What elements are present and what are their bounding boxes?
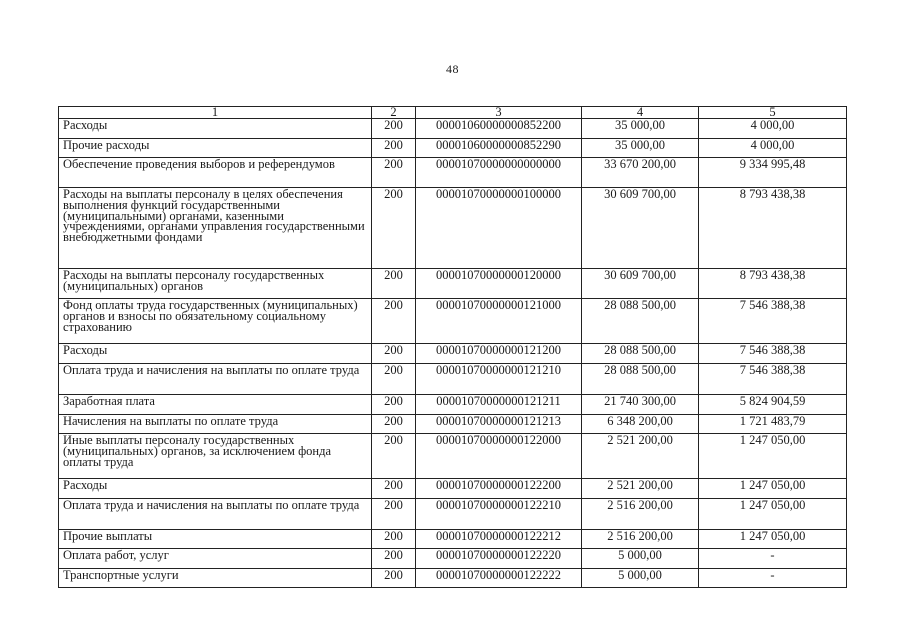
- table-header-row: [59, 107, 847, 119]
- row-name: Транспортные услуги: [59, 569, 372, 588]
- row-executed-amount: 7 546 388,38: [699, 364, 847, 395]
- row-approved-amount: 2 516 200,00: [582, 530, 699, 549]
- row-approved-amount: 35 000,00: [582, 119, 699, 139]
- row-executed-amount: 8 793 438,38: [699, 269, 847, 299]
- row-budget-code: 00001070000000122220: [416, 549, 582, 569]
- table-row: [59, 188, 847, 269]
- row-approved-amount: 2 521 200,00: [582, 434, 699, 479]
- row-executed-amount: 1 247 050,00: [699, 530, 847, 549]
- row-executed-amount: -: [699, 569, 847, 588]
- row-line-code: 200: [372, 299, 416, 344]
- row-budget-code: 00001070000000122000: [416, 434, 582, 479]
- row-name: Обеспечение проведения выборов и референдумов: [59, 158, 372, 188]
- table-row: [59, 395, 847, 415]
- row-name: Прочие расходы: [59, 139, 372, 158]
- row-name: Начисления на выплаты по оплате труда: [59, 415, 372, 434]
- table-row: [59, 569, 847, 588]
- table-row: [59, 415, 847, 434]
- row-budget-code: 00001070000000121210: [416, 364, 582, 395]
- row-line-code: 200: [372, 139, 416, 158]
- row-name: Расходы: [59, 119, 372, 139]
- row-executed-amount: 1 247 050,00: [699, 499, 847, 530]
- row-approved-amount: 33 670 200,00: [582, 158, 699, 188]
- row-line-code: 200: [372, 188, 416, 269]
- header-col-3: 3: [416, 107, 582, 119]
- header-col-4: 4: [582, 107, 699, 119]
- table-row: [59, 364, 847, 395]
- row-budget-code: 00001070000000122222: [416, 569, 582, 588]
- row-name: Оплата работ, услуг: [59, 549, 372, 569]
- row-name: Прочие выплаты: [59, 530, 372, 549]
- row-line-code: 200: [372, 434, 416, 479]
- row-budget-code: 00001070000000122210: [416, 499, 582, 530]
- row-approved-amount: 5 000,00: [582, 569, 699, 588]
- row-executed-amount: 1 721 483,79: [699, 415, 847, 434]
- row-executed-amount: 7 546 388,38: [699, 344, 847, 364]
- header-col-2: 2: [372, 107, 416, 119]
- row-approved-amount: 21 740 300,00: [582, 395, 699, 415]
- row-budget-code: 00001070000000121200: [416, 344, 582, 364]
- row-budget-code: 00001070000000122212: [416, 530, 582, 549]
- row-approved-amount: 28 088 500,00: [582, 299, 699, 344]
- row-line-code: 200: [372, 119, 416, 139]
- row-budget-code: 00001070000000121000: [416, 299, 582, 344]
- table-row: [59, 269, 847, 299]
- row-approved-amount: 6 348 200,00: [582, 415, 699, 434]
- row-line-code: 200: [372, 569, 416, 588]
- row-budget-code: 00001070000000122200: [416, 479, 582, 499]
- table-row: [59, 299, 847, 344]
- row-name: Расходы на выплаты персоналу государственных (муниципальных) органов: [59, 269, 372, 299]
- row-executed-amount: -: [699, 549, 847, 569]
- row-name: Расходы на выплаты персоналу в целях обеспечения выполнения функций государственными (муниципальными) органами, казенными учреждениями, органами управления государственными внебюджетными фондами: [59, 188, 372, 269]
- row-approved-amount: 35 000,00: [582, 139, 699, 158]
- row-name: Расходы: [59, 344, 372, 364]
- row-name: Заработная плата: [59, 395, 372, 415]
- row-approved-amount: 30 609 700,00: [582, 188, 699, 269]
- row-approved-amount: 28 088 500,00: [582, 364, 699, 395]
- row-executed-amount: 1 247 050,00: [699, 479, 847, 499]
- row-name: Фонд оплаты труда государственных (муниципальных) органов и взносы по обязательному социальному страхованию: [59, 299, 372, 344]
- header-col-5: 5: [699, 107, 847, 119]
- row-approved-amount: 30 609 700,00: [582, 269, 699, 299]
- table-row: [59, 434, 847, 479]
- row-line-code: 200: [372, 364, 416, 395]
- row-name: Расходы: [59, 479, 372, 499]
- table-row: [59, 344, 847, 364]
- budget-execution-table: [58, 106, 847, 588]
- row-executed-amount: 5 824 904,59: [699, 395, 847, 415]
- row-line-code: 200: [372, 549, 416, 569]
- row-executed-amount: 4 000,00: [699, 119, 847, 139]
- header-col-1: 1: [59, 107, 372, 119]
- row-line-code: 200: [372, 158, 416, 188]
- row-approved-amount: 5 000,00: [582, 549, 699, 569]
- row-budget-code: 00001070000000000000: [416, 158, 582, 188]
- table-row: [59, 119, 847, 139]
- row-executed-amount: 8 793 438,38: [699, 188, 847, 269]
- row-line-code: 200: [372, 530, 416, 549]
- row-line-code: 200: [372, 269, 416, 299]
- row-budget-code: 00001070000000100000: [416, 188, 582, 269]
- row-name: Оплата труда и начисления на выплаты по оплате труда: [59, 499, 372, 530]
- row-line-code: 200: [372, 344, 416, 364]
- row-budget-code: 00001070000000121211: [416, 395, 582, 415]
- row-name: Иные выплаты персоналу государственных (муниципальных) органов, за исключением фонда оплаты труда: [59, 434, 372, 479]
- row-executed-amount: 1 247 050,00: [699, 434, 847, 479]
- row-budget-code: 00001060000000852290: [416, 139, 582, 158]
- row-executed-amount: 4 000,00: [699, 139, 847, 158]
- row-budget-code: 00001070000000120000: [416, 269, 582, 299]
- table-row: [59, 530, 847, 549]
- page-number: 48: [446, 62, 459, 76]
- row-line-code: 200: [372, 499, 416, 530]
- row-line-code: 200: [372, 479, 416, 499]
- row-approved-amount: 28 088 500,00: [582, 344, 699, 364]
- row-line-code: 200: [372, 415, 416, 434]
- table-row: [59, 479, 847, 499]
- table-row: [59, 139, 847, 158]
- row-name: Оплата труда и начисления на выплаты по оплате труда: [59, 364, 372, 395]
- row-budget-code: 00001070000000121213: [416, 415, 582, 434]
- row-line-code: 200: [372, 395, 416, 415]
- row-approved-amount: 2 521 200,00: [582, 479, 699, 499]
- row-executed-amount: 9 334 995,48: [699, 158, 847, 188]
- row-budget-code: 00001060000000852200: [416, 119, 582, 139]
- table-row: [59, 499, 847, 530]
- row-executed-amount: 7 546 388,38: [699, 299, 847, 344]
- table-row: [59, 158, 847, 188]
- table-row: [59, 549, 847, 569]
- row-approved-amount: 2 516 200,00: [582, 499, 699, 530]
